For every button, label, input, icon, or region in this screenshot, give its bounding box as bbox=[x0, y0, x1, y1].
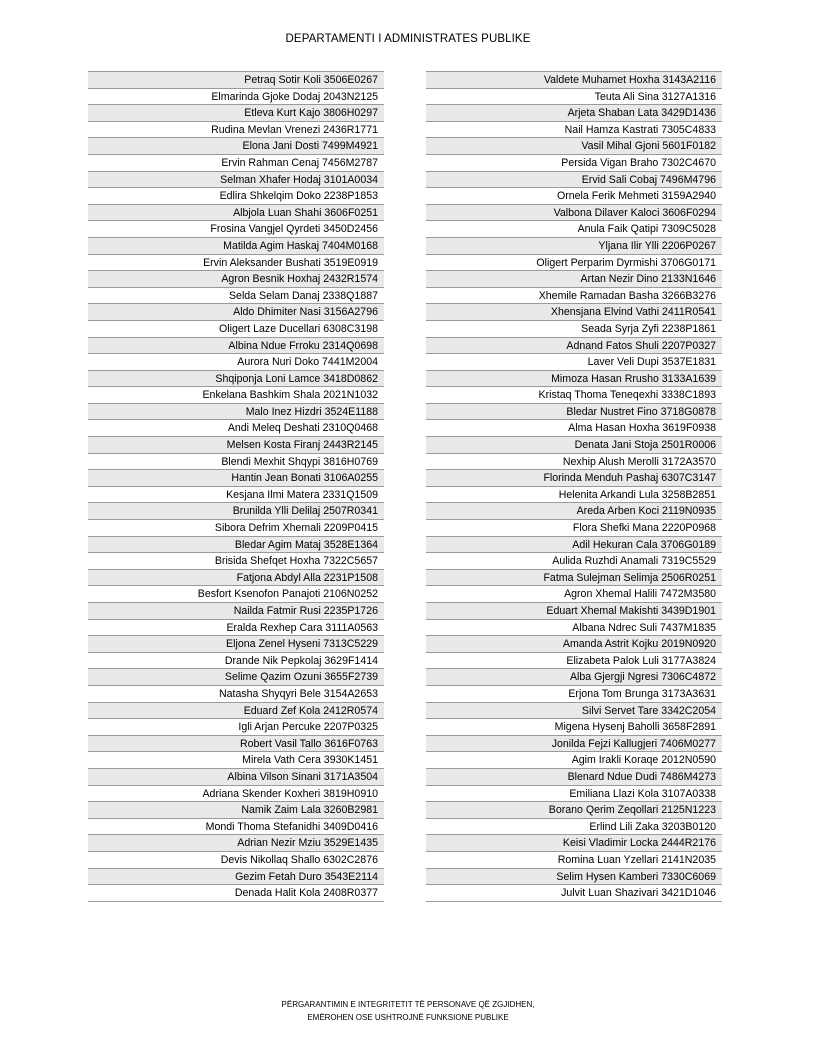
list-item: Denata Jani Stoja 2501R0006 bbox=[426, 437, 722, 454]
list-item: Nexhip Alush Merolli 3172A3570 bbox=[426, 454, 722, 471]
list-item: Teuta Ali Sina 3127A1316 bbox=[426, 89, 722, 106]
list-item: Eljona Zenel Hyseni 7313C5229 bbox=[88, 636, 384, 653]
list-item: Adrian Nezir Mziu 3529E1435 bbox=[88, 835, 384, 852]
list-item: Ervin Rahman Cenaj 7456M2787 bbox=[88, 155, 384, 172]
list-item: Nail Hamza Kastrati 7305C4833 bbox=[426, 122, 722, 139]
list-item: Etleva Kurt Kajo 3806H0297 bbox=[88, 105, 384, 122]
list-item: Persida Vigan Braho 7302C4670 bbox=[426, 155, 722, 172]
list-item: Albjola Luan Shahi 3606F0251 bbox=[88, 205, 384, 222]
list-item: Albana Ndrec Suli 7437M1835 bbox=[426, 620, 722, 637]
list-item: Vasil Mihal Gjoni 5601F0182 bbox=[426, 138, 722, 155]
page-footer bbox=[0, 999, 816, 1024]
list-item: Amanda Astrit Kojku 2019N0920 bbox=[426, 636, 722, 653]
list-item: Valbona Dilaver Kaloci 3606F0294 bbox=[426, 205, 722, 222]
list-item: Igli Arjan Percuke 2207P0325 bbox=[88, 719, 384, 736]
list-item: Natasha Shyqyri Bele 3154A2653 bbox=[88, 686, 384, 703]
list-item: Namik Zaim Lala 3260B2981 bbox=[88, 802, 384, 819]
list-item: Frosina Vangjel Qyrdeti 3450D2456 bbox=[88, 221, 384, 238]
list-item: Matilda Agim Haskaj 7404M0168 bbox=[88, 238, 384, 255]
list-item: Bledar Agim Mataj 3528E1364 bbox=[88, 537, 384, 554]
list-item: Ervin Aleksander Bushati 3519E0919 bbox=[88, 255, 384, 272]
list-item: Shqiponja Loni Lamce 3418D0862 bbox=[88, 371, 384, 388]
list-item: Hantin Jean Bonati 3106A0255 bbox=[88, 470, 384, 487]
list-item: Elizabeta Palok Luli 3177A3824 bbox=[426, 653, 722, 670]
list-item: Alba Gjergji Ngresi 7306C4872 bbox=[426, 669, 722, 686]
list-item: Agron Besnik Hoxhaj 2432R1574 bbox=[88, 271, 384, 288]
list-item: Agim Irakli Koraqe 2012N0590 bbox=[426, 752, 722, 769]
list-item: Fatma Sulejman Selimja 2506R0251 bbox=[426, 570, 722, 587]
right-name-list bbox=[426, 71, 722, 902]
list-item: Eduard Zef Kola 2412R0574 bbox=[88, 703, 384, 720]
list-item: Albina Ndue Frroku 2314Q0698 bbox=[88, 338, 384, 355]
list-item: Devis Nikollaq Shallo 6302C2876 bbox=[88, 852, 384, 869]
list-item: Robert Vasil Tallo 3616F0763 bbox=[88, 736, 384, 753]
list-item: Selda Selam Danaj 2338Q1887 bbox=[88, 288, 384, 305]
list-item: Agron Xhemal Halili 7472M3580 bbox=[426, 586, 722, 603]
list-item: Florinda Menduh Pashaj 6307C3147 bbox=[426, 470, 722, 487]
list-item: Mondi Thoma Stefanidhi 3409D0416 bbox=[88, 819, 384, 836]
list-item: Albina Vilson Sinani 3171A3504 bbox=[88, 769, 384, 786]
list-item: Andi Meleq Deshati 2310Q0468 bbox=[88, 420, 384, 437]
list-item: Mimoza Hasan Rrusho 3133A1639 bbox=[426, 371, 722, 388]
list-item: Petraq Sotir Koli 3506E0267 bbox=[88, 72, 384, 89]
list-item: Blendi Mexhit Shqypi 3816H0769 bbox=[88, 454, 384, 471]
list-item: Ornela Ferik Mehmeti 3159A2940 bbox=[426, 188, 722, 205]
list-item: Oligert Laze Ducellari 6308C3198 bbox=[88, 321, 384, 338]
list-item: Laver Veli Dupi 3537E1831 bbox=[426, 354, 722, 371]
list-item: Nailda Fatmir Rusi 2235P1726 bbox=[88, 603, 384, 620]
list-item: Selime Qazim Ozuni 3655F2739 bbox=[88, 669, 384, 686]
list-item: Emiliana Llazi Kola 3107A0338 bbox=[426, 786, 722, 803]
list-item: Aldo Dhimiter Nasi 3156A2796 bbox=[88, 304, 384, 321]
list-item: Bledar Nustret Fino 3718G0878 bbox=[426, 404, 722, 421]
list-item: Kesjana Ilmi Matera 2331Q1509 bbox=[88, 487, 384, 504]
list-item: Alma Hasan Hoxha 3619F0938 bbox=[426, 420, 722, 437]
list-item: Adriana Skender Koxheri 3819H0910 bbox=[88, 786, 384, 803]
list-item: Drande Nik Pepkolaj 3629F1414 bbox=[88, 653, 384, 670]
list-item: Denada Halit Kola 2408R0377 bbox=[88, 885, 384, 902]
list-item: Oligert Perparim Dyrmishi 3706G0171 bbox=[426, 255, 722, 272]
list-item: Kristaq Thoma Teneqexhi 3338C1893 bbox=[426, 387, 722, 404]
list-item: Melsen Kosta Firanj 2443R2145 bbox=[88, 437, 384, 454]
list-item: Elona Jani Dosti 7499M4921 bbox=[88, 138, 384, 155]
list-item: Selman Xhafer Hodaj 3101A0034 bbox=[88, 172, 384, 189]
list-item: Sibora Defrim Xhemali 2209P0415 bbox=[88, 520, 384, 537]
list-item: Julvit Luan Shazivari 3421D1046 bbox=[426, 885, 722, 902]
list-item: Eralda Rexhep Cara 3111A0563 bbox=[88, 620, 384, 637]
list-item: Yljana Ilir Ylli 2206P0267 bbox=[426, 238, 722, 255]
list-item: Eduart Xhemal Makishti 3439D1901 bbox=[426, 603, 722, 620]
list-item: Mirela Vath Cera 3930K1451 bbox=[88, 752, 384, 769]
list-item: Gezim Fetah Duro 3543E2114 bbox=[88, 869, 384, 886]
list-item: Helenita Arkandi Lula 3258B2851 bbox=[426, 487, 722, 504]
list-item: Enkelana Bashkim Shala 2021N1032 bbox=[88, 387, 384, 404]
list-item: Keisi Vladimir Locka 2444R2176 bbox=[426, 835, 722, 852]
list-item: Xhemile Ramadan Basha 3266B3276 bbox=[426, 288, 722, 305]
list-item: Rudina Mevlan Vrenezi 2436R1771 bbox=[88, 122, 384, 139]
list-item: Xhensjana Elvind Vathi 2411R0541 bbox=[426, 304, 722, 321]
list-item: Selim Hysen Kamberi 7330C6069 bbox=[426, 869, 722, 886]
list-item: Blenard Ndue Dudi 7486M4273 bbox=[426, 769, 722, 786]
left-name-list bbox=[88, 71, 384, 902]
list-item: Aulida Ruzhdi Anamali 7319C5529 bbox=[426, 553, 722, 570]
footer-line-2: EMËROHEN OSE USHTROJNË FUNKSIONE PUBLIKE bbox=[307, 1012, 509, 1022]
footer-line-1: PËRGARANTIMIN E INTEGRITETIT TË PERSONAVE QË ZGJIDHEN, bbox=[281, 1000, 535, 1009]
list-item: Brisida Shefqet Hoxha 7322C5657 bbox=[88, 553, 384, 570]
list-item: Adil Hekuran Cala 3706G0189 bbox=[426, 537, 722, 554]
list-item: Silvi Servet Tare 3342C2054 bbox=[426, 703, 722, 720]
list-item: Jonilda Fejzi Kallugjeri 7406M0277 bbox=[426, 736, 722, 753]
list-item: Malo Inez Hizdri 3524E1188 bbox=[88, 404, 384, 421]
list-item: Seada Syrja Zyfi 2238P1861 bbox=[426, 321, 722, 338]
list-item: Romina Luan Yzellari 2141N2035 bbox=[426, 852, 722, 869]
list-item: Artan Nezir Dino 2133N1646 bbox=[426, 271, 722, 288]
list-item: Besfort Ksenofon Panajoti 2106N0252 bbox=[88, 586, 384, 603]
list-item: Flora Shefki Mana 2220P0968 bbox=[426, 520, 722, 537]
list-item: Borano Qerim Zeqollari 2125N1223 bbox=[426, 802, 722, 819]
list-item: Migena Hysenj Baholli 3658F2891 bbox=[426, 719, 722, 736]
list-item: Areda Arben Koci 2119N0935 bbox=[426, 503, 722, 520]
list-item: Adnand Fatos Shuli 2207P0327 bbox=[426, 338, 722, 355]
list-item: Elmarinda Gjoke Dodaj 2043N2125 bbox=[88, 89, 384, 106]
list-item: Aurora Nuri Doko 7441M2004 bbox=[88, 354, 384, 371]
list-item: Valdete Muhamet Hoxha 3143A2116 bbox=[426, 72, 722, 89]
list-item: Anula Faik Qatipi 7309C5028 bbox=[426, 221, 722, 238]
page-title: DEPARTAMENTI I ADMINISTRATES PUBLIKE bbox=[285, 33, 531, 45]
list-item: Fatjona Abdyl Alla 2231P1508 bbox=[88, 570, 384, 587]
list-item: Ervid Sali Cobaj 7496M4796 bbox=[426, 172, 722, 189]
list-item: Erlind Lili Zaka 3203B0120 bbox=[426, 819, 722, 836]
list-item: Edlira Shkelqim Doko 2238P1853 bbox=[88, 188, 384, 205]
list-item: Brunilda Ylli Delilaj 2507R0341 bbox=[88, 503, 384, 520]
list-item: Arjeta Shaban Lata 3429D1436 bbox=[426, 105, 722, 122]
list-item: Erjona Tom Brunga 3173A3631 bbox=[426, 686, 722, 703]
